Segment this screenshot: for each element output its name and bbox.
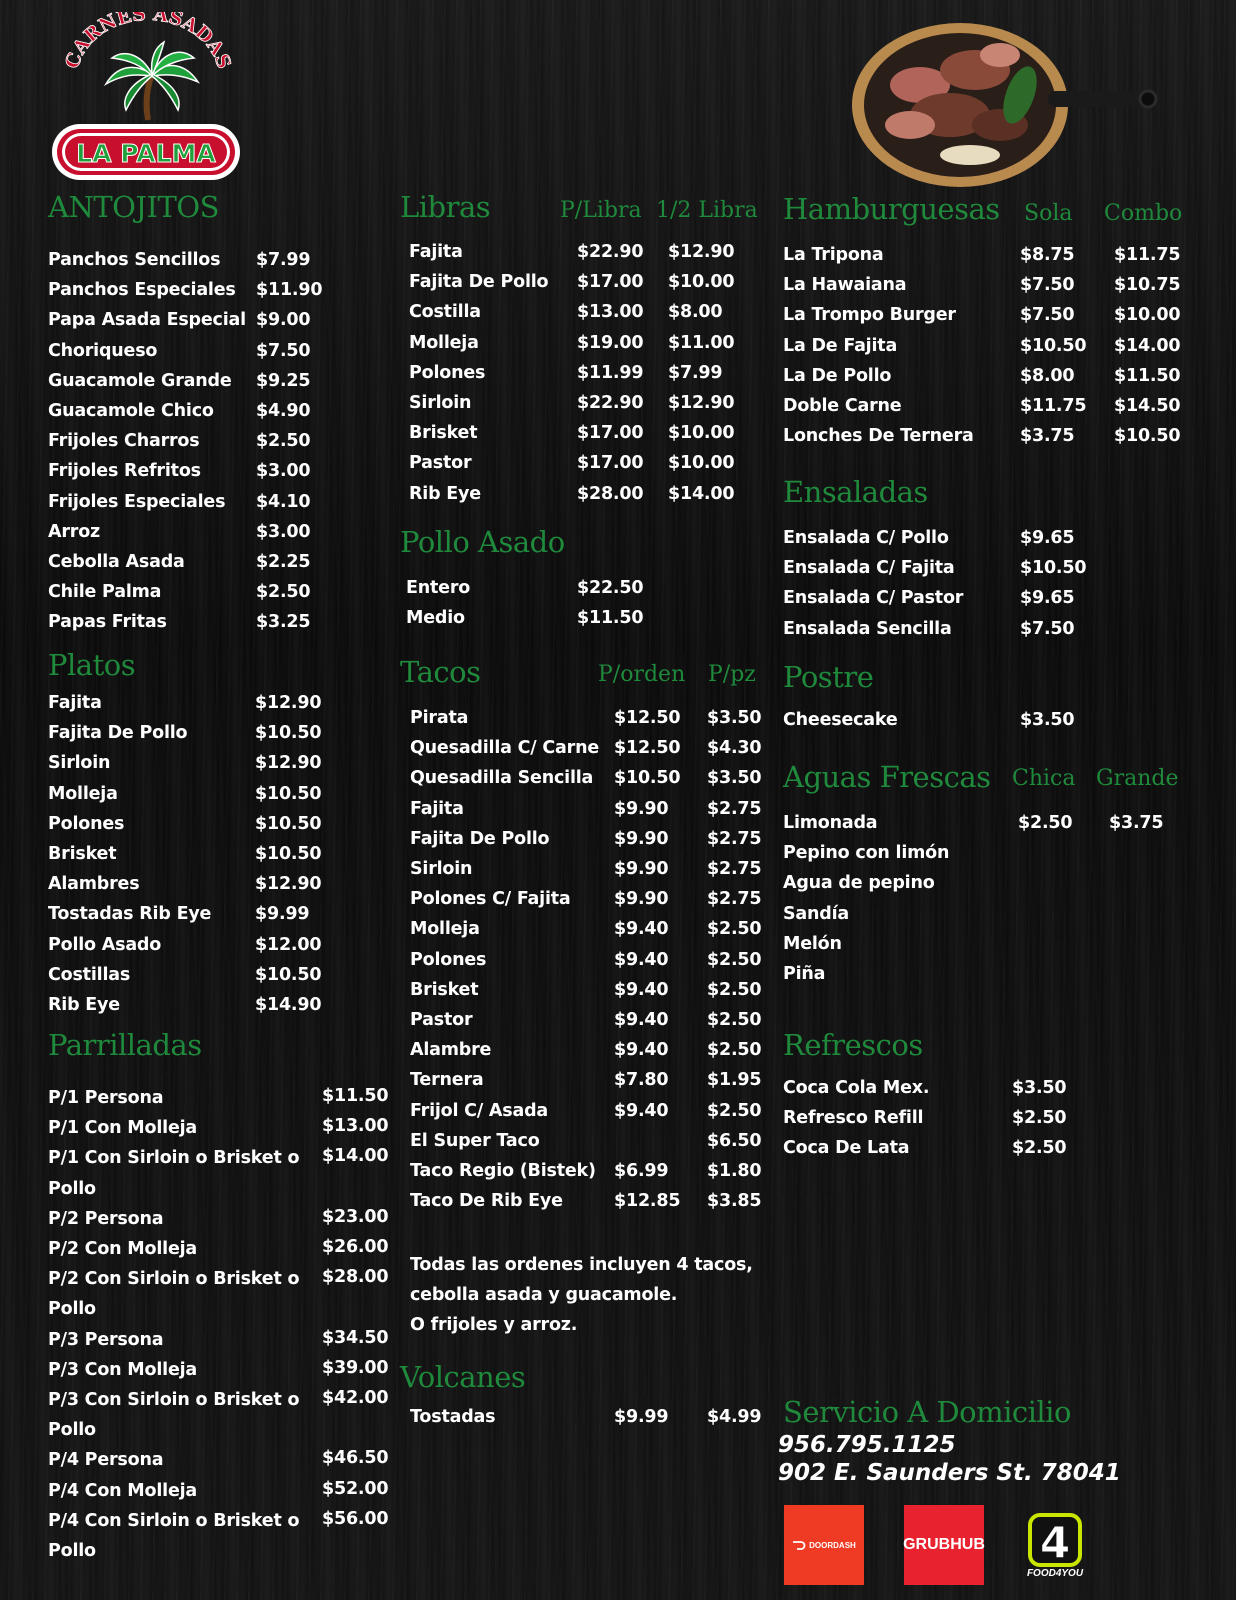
menu-item-price: $3.50 <box>707 708 762 728</box>
menu-item-price: $46.50 <box>322 1448 389 1469</box>
menu-item-price: $7.50 <box>1020 618 1075 639</box>
menu-item-name: Sandía <box>783 903 850 924</box>
menu-item-price: $12.50 <box>614 708 681 728</box>
menu-item-price: $2.50 <box>707 1010 762 1030</box>
menu-item-name: Fajita De Pollo <box>48 723 188 744</box>
menu-item-name: Pollo <box>48 1541 96 1561</box>
tacos-col1-header: P/orden <box>598 662 686 687</box>
menu-item-price: $4.30 <box>707 738 762 759</box>
libras-col2-header: 1/2 Libra <box>656 198 758 223</box>
ensaladas-heading: Ensaladas <box>783 475 928 509</box>
menu-item-price: $22.90 <box>577 393 644 413</box>
menu-item-name: P/2 Con Sirloin o Brisket o <box>48 1269 300 1290</box>
menu-item-price: $10.50 <box>1114 426 1181 447</box>
menu-item-price: $11.90 <box>256 280 323 301</box>
menu-item-price: $3.50 <box>1012 1078 1067 1098</box>
tacos-note-line: Todas las ordenes incluyen 4 tacos, <box>410 1255 753 1275</box>
menu-item-name: Quesadilla C/ Carne <box>410 738 599 759</box>
menu-item-name: La Tripona <box>783 245 884 265</box>
menu-item-price: $8.75 <box>1020 245 1075 265</box>
menu-item-name: Pollo <box>48 1178 96 1199</box>
menu-item-price: $10.50 <box>1020 558 1087 579</box>
menu-item-name: Costilla <box>409 302 481 323</box>
menu-item-name: Alambres <box>48 874 140 895</box>
menu-item-price: $14.00 <box>1114 335 1181 356</box>
menu-item-price: $9.99 <box>255 904 310 925</box>
menu-item-name: Doble Carne <box>783 396 902 416</box>
menu-item-name: Pepino con limón <box>783 843 950 864</box>
menu-item-name: Ternera <box>410 1070 484 1091</box>
hamburguesas-col2-header: Combo <box>1104 201 1183 226</box>
menu-item-price: $14.00 <box>322 1146 389 1167</box>
menu-item-price: $9.90 <box>614 859 669 879</box>
menu-item-name: La Trompo Burger <box>783 305 956 326</box>
menu-item-name: Ensalada C/ Pastor <box>783 588 964 609</box>
menu-item-name: Frijol C/ Asada <box>410 1100 549 1121</box>
aguas-col1-header: Chica <box>1012 766 1076 791</box>
menu-item-price: $12.85 <box>614 1191 681 1212</box>
menu-item-price: $7.99 <box>256 250 311 270</box>
menu-item-price: $9.40 <box>614 919 669 940</box>
menu-item-name: Agua de pepino <box>783 873 935 894</box>
menu-item-name: Polones <box>410 949 487 970</box>
menu-item-name: Pollo <box>48 1299 96 1320</box>
menu-item-name: Choriqueso <box>48 340 158 361</box>
menu-item-price: $26.00 <box>322 1237 389 1257</box>
menu-item-price: $10.00 <box>668 272 735 293</box>
menu-item-price: $9.90 <box>614 828 669 849</box>
menu-item-name: Lonches De Ternera <box>783 426 974 447</box>
menu-item-name: P/3 Con Sirloin o Brisket o <box>48 1390 300 1410</box>
delivery-heading: Servicio A Domicilio <box>783 1395 1071 1429</box>
svg-text:4: 4 <box>1039 1517 1071 1568</box>
menu-item-name: Chile Palma <box>48 582 162 603</box>
menu-item-price: $11.50 <box>577 608 644 629</box>
platos-heading: Platos <box>48 648 136 682</box>
menu-item-name: Pastor <box>409 453 472 474</box>
menu-item-price: $7.80 <box>614 1070 669 1091</box>
menu-item-price: $3.75 <box>1020 426 1075 447</box>
menu-item-name: Molleja <box>48 783 118 804</box>
menu-item-price: $14.50 <box>1114 396 1181 416</box>
menu-item-name: Quesadilla Sencilla <box>410 768 594 789</box>
menu-item-price: $2.75 <box>707 828 762 849</box>
menu-item-price: $11.75 <box>1114 245 1181 265</box>
libras-col1-header: P/Libra <box>560 198 642 223</box>
grubhub-logo[interactable] <box>904 1505 984 1585</box>
menu-item-price: $10.00 <box>668 423 735 444</box>
menu-item-price: $28.00 <box>322 1267 389 1288</box>
menu-item-price: $14.00 <box>668 483 735 504</box>
menu-item-price: $7.50 <box>1020 305 1075 326</box>
menu-item-price: $10.50 <box>255 783 322 804</box>
menu-item-name: Panchos Especiales <box>48 280 236 301</box>
menu-item-name: Brisket <box>409 423 478 444</box>
menu-item-name: Papas Fritas <box>48 612 167 633</box>
tacos-col2-header: P/pz <box>708 662 756 687</box>
menu-item-price: $11.00 <box>668 332 735 353</box>
menu-item-price: $22.90 <box>577 242 644 262</box>
menu-item-name: La De Pollo <box>783 365 892 386</box>
menu-item-price: $7.99 <box>668 362 723 383</box>
menu-item-price: $2.75 <box>707 889 762 910</box>
menu-item-price: $10.50 <box>255 723 322 744</box>
menu-item-name: El Super Taco <box>410 1130 540 1151</box>
menu-item-name: Medio <box>406 608 465 629</box>
menu-item-price: $10.50 <box>255 844 322 864</box>
menu-item-name: P/3 Persona <box>48 1329 164 1350</box>
fajita-skillet-image <box>850 15 1170 190</box>
menu-item-name: Pollo Asado <box>48 934 162 955</box>
menu-item-name: Fajita <box>410 798 464 819</box>
menu-item-price: $10.50 <box>255 813 322 834</box>
menu-item-name: Arroz <box>48 521 101 542</box>
menu-item-name: Rib Eye <box>409 483 481 504</box>
menu-item-price: $9.40 <box>614 949 669 970</box>
menu-item-name: Coca De Lata <box>783 1138 910 1159</box>
menu-item-name: Cheesecake <box>783 710 898 730</box>
menu-item-price: $7.50 <box>1020 275 1075 296</box>
menu-item-price: $3.00 <box>256 521 311 542</box>
aguas-col2-header: Grande <box>1096 766 1179 791</box>
menu-item-name: Frijoles Refritos <box>48 461 201 482</box>
menu-item-price: $10.00 <box>668 453 735 474</box>
doordash-icon <box>792 1541 806 1550</box>
tacos-heading: Tacos <box>400 655 481 689</box>
menu-item-name: Limonada <box>783 813 878 833</box>
logo-top-text: CARNES ASADAS <box>60 12 236 72</box>
phone-number: 956.795.1125 <box>778 1432 956 1458</box>
menu-item-price: $2.50 <box>707 919 762 940</box>
food4you-logo[interactable] <box>1020 1505 1090 1585</box>
menu-item-price: $8.00 <box>668 302 723 323</box>
menu-item-name: Frijoles Especiales <box>48 491 226 512</box>
menu-item-name: La De Fajita <box>783 335 898 356</box>
menu-item-name: P/4 Con Sirloin o Brisket o <box>48 1510 300 1531</box>
menu-item-name: La Hawaiana <box>783 275 907 296</box>
menu-item-name: Fajita De Pollo <box>410 828 550 849</box>
menu-item-price: $12.00 <box>255 934 322 955</box>
menu-item-name: Polones C/ Fajita <box>410 889 571 910</box>
menu-item-name: Coca Cola Mex. <box>783 1078 930 1098</box>
menu-item-name: Rib Eye <box>48 995 120 1015</box>
menu-item-price: $28.00 <box>577 483 644 504</box>
hamburguesas-heading: Hamburguesas <box>783 192 1000 226</box>
antojitos-heading: ANTOJITOS <box>48 190 220 224</box>
menu-item-price: $11.50 <box>1114 365 1181 386</box>
menu-item-price: $9.99 <box>614 1407 669 1427</box>
menu-item-price: $11.50 <box>322 1086 389 1106</box>
menu-item-name: Sirloin <box>410 859 473 879</box>
food4you-icon <box>1027 1512 1083 1568</box>
menu-item-price: $11.99 <box>577 362 644 383</box>
menu-item-name: Ensalada C/ Fajita <box>783 558 955 579</box>
menu-item-name: Melón <box>783 933 842 954</box>
doordash-logo[interactable] <box>784 1505 864 1585</box>
menu-item-price: $19.00 <box>577 332 644 353</box>
menu-item-name: P/1 Con Molleja <box>48 1118 198 1139</box>
menu-item-price: $9.65 <box>1020 528 1075 548</box>
menu-item-price: $39.00 <box>322 1357 389 1378</box>
menu-item-price: $52.00 <box>322 1478 389 1499</box>
menu-item-price: $2.50 <box>707 979 762 1000</box>
menu-item-name: P/1 Con Sirloin o Brisket o <box>48 1148 300 1169</box>
menu-item-name: Panchos Sencillos <box>48 250 221 270</box>
menu-item-price: $13.00 <box>322 1116 389 1137</box>
menu-item-name: Sirloin <box>409 393 472 413</box>
menu-item-name: Refresco Refill <box>783 1108 924 1129</box>
menu-item-price: $12.90 <box>255 874 322 895</box>
menu-item-price: $9.90 <box>614 798 669 819</box>
menu-item-price: $6.99 <box>614 1161 669 1181</box>
menu-item-price: $2.50 <box>707 1100 762 1121</box>
menu-item-price: $2.50 <box>707 1040 762 1061</box>
menu-item-price: $10.75 <box>1114 275 1181 296</box>
menu-item-name: Guacamole Grande <box>48 370 232 391</box>
menu-item-price: $4.90 <box>256 401 311 421</box>
menu-item-price: $1.80 <box>707 1161 762 1181</box>
menu-item-name: Taco Regio (Bistek) <box>410 1161 596 1181</box>
menu-item-price: $2.50 <box>256 582 311 603</box>
menu-item-price: $2.75 <box>707 798 762 819</box>
menu-item-name: Alambre <box>410 1040 492 1061</box>
menu-item-name: Fajita De Pollo <box>409 272 549 293</box>
menu-item-price: $10.50 <box>255 964 322 985</box>
menu-item-price: $2.75 <box>707 859 762 879</box>
menu-item-price: $17.00 <box>577 272 644 293</box>
postre-heading: Postre <box>783 660 874 694</box>
menu-item-name: Tostadas Rib Eye <box>48 904 212 925</box>
menu-item-price: $12.90 <box>668 242 735 262</box>
food4you-label: FOOD4YOU <box>1026 1567 1084 1579</box>
menu-item-price: $2.50 <box>256 431 311 452</box>
menu-item-name: Tostadas <box>410 1407 496 1427</box>
menu-item-price: $3.00 <box>256 461 311 482</box>
menu-item-price: $9.40 <box>614 1100 669 1121</box>
svg-text:CARNES ASADAS <box>61 12 235 72</box>
menu-item-name: Taco De Rib Eye <box>410 1191 563 1212</box>
menu-item-price: $3.50 <box>707 768 762 789</box>
menu-item-name: Frijoles Charros <box>48 431 200 452</box>
menu-item-price: $9.25 <box>256 370 311 391</box>
menu-item-price: $34.50 <box>322 1327 389 1348</box>
menu-item-name: P/4 Con Molleja <box>48 1480 198 1501</box>
menu-item-price: $23.00 <box>322 1206 389 1227</box>
menu-item-name: Entero <box>406 578 471 598</box>
menu-item-price: $10.50 <box>614 768 681 789</box>
menu-item-name: Pollo <box>48 1420 96 1441</box>
menu-item-name: P/4 Persona <box>48 1450 164 1471</box>
menu-item-price: $2.50 <box>1012 1108 1067 1129</box>
menu-item-name: Ensalada C/ Pollo <box>783 528 949 548</box>
logo-name-text: LA PALMA <box>76 139 216 168</box>
menu-item-name: Fajita <box>48 693 102 713</box>
menu-item-name: Costillas <box>48 964 131 985</box>
menu-item-name: P/3 Con Molleja <box>48 1359 198 1380</box>
refrescos-heading: Refrescos <box>783 1028 923 1062</box>
volcanes-heading: Volcanes <box>400 1360 526 1394</box>
menu-item-name: Fajita <box>409 242 463 262</box>
menu-item-price: $2.50 <box>1012 1138 1067 1159</box>
menu-item-name: Guacamole Chico <box>48 401 214 421</box>
menu-item-name: Sirloin <box>48 753 111 774</box>
la-palma-logo <box>48 12 248 187</box>
menu-item-price: $9.40 <box>614 979 669 1000</box>
menu-item-price: $4.99 <box>707 1407 762 1427</box>
menu-item-name: Cebolla Asada <box>48 552 185 572</box>
menu-item-price: $3.25 <box>256 612 311 633</box>
menu-item-price: $1.95 <box>707 1070 762 1091</box>
menu-item-name: Papa Asada Especial <box>48 310 246 331</box>
menu-item-name: Ensalada Sencilla <box>783 618 952 639</box>
menu-item-price: $7.50 <box>256 340 311 361</box>
menu-item-price: $10.00 <box>1114 305 1181 326</box>
menu-item-price: $3.50 <box>1020 710 1075 730</box>
menu-item-price: $56.00 <box>322 1508 389 1529</box>
menu-item-name: Polones <box>48 813 125 834</box>
menu-item-price: $2.50 <box>707 949 762 970</box>
menu-item-name: P/2 Persona <box>48 1208 164 1229</box>
menu-item-name: Brisket <box>48 844 117 864</box>
menu-item-price: $17.00 <box>577 453 644 474</box>
aguas-frescas-heading: Aguas Frescas <box>783 760 991 794</box>
address: 902 E. Saunders St. 78041 <box>778 1460 1121 1486</box>
menu-item-price: $22.50 <box>577 578 644 598</box>
menu-item-name: Pirata <box>410 708 469 728</box>
menu-item-price: $12.90 <box>255 753 322 774</box>
grubhub-label: GRUBHUB <box>903 1536 985 1553</box>
menu-item-price: $12.90 <box>255 693 322 713</box>
menu-item-price: $12.90 <box>668 393 735 413</box>
menu-item-price: $3.85 <box>707 1191 762 1212</box>
menu-item-price: $3.75 <box>1109 813 1164 833</box>
menu-item-price: $4.10 <box>256 491 311 512</box>
menu-item-price: $9.00 <box>256 310 311 331</box>
menu-item-name: P/2 Con Molleja <box>48 1239 198 1259</box>
menu-item-price: $10.50 <box>1020 335 1087 356</box>
menu-item-name: Molleja <box>409 332 479 353</box>
menu-item-price: $42.00 <box>322 1388 389 1408</box>
menu-item-price: $11.75 <box>1020 396 1087 416</box>
menu-item-price: $13.00 <box>577 302 644 323</box>
menu-item-price: $12.50 <box>614 738 681 759</box>
palm-tree-icon <box>106 42 198 120</box>
menu-item-name: Molleja <box>410 919 480 940</box>
libras-heading: Libras <box>400 190 491 224</box>
menu-item-price: $9.65 <box>1020 588 1075 609</box>
hamburguesas-col1-header: Sola <box>1024 201 1073 226</box>
menu-item-price: $8.00 <box>1020 365 1075 386</box>
menu-item-name: Brisket <box>410 979 479 1000</box>
menu-item-price: $9.90 <box>614 889 669 910</box>
doordash-label: DOORDASH <box>809 1540 856 1550</box>
menu-item-price: $17.00 <box>577 423 644 444</box>
pollo-asado-heading: Pollo Asado <box>400 525 565 559</box>
tacos-note-line: cebolla asada y guacamole. <box>410 1285 678 1305</box>
menu-item-price: $9.40 <box>614 1040 669 1061</box>
menu-item-price: $9.40 <box>614 1010 669 1030</box>
parrilladas-heading: Parrilladas <box>48 1028 202 1062</box>
menu-item-name: P/1 Persona <box>48 1088 164 1108</box>
menu-item-price: $2.25 <box>256 552 311 572</box>
menu-item-name: Pastor <box>410 1010 473 1030</box>
menu-item-name: Polones <box>409 362 486 383</box>
menu-item-price: $6.50 <box>707 1130 762 1151</box>
menu-item-price: $14.90 <box>255 995 322 1015</box>
menu-item-price: $2.50 <box>1018 813 1073 833</box>
tacos-note-line: O frijoles y arroz. <box>410 1315 578 1335</box>
menu-item-name: Piña <box>783 964 826 984</box>
